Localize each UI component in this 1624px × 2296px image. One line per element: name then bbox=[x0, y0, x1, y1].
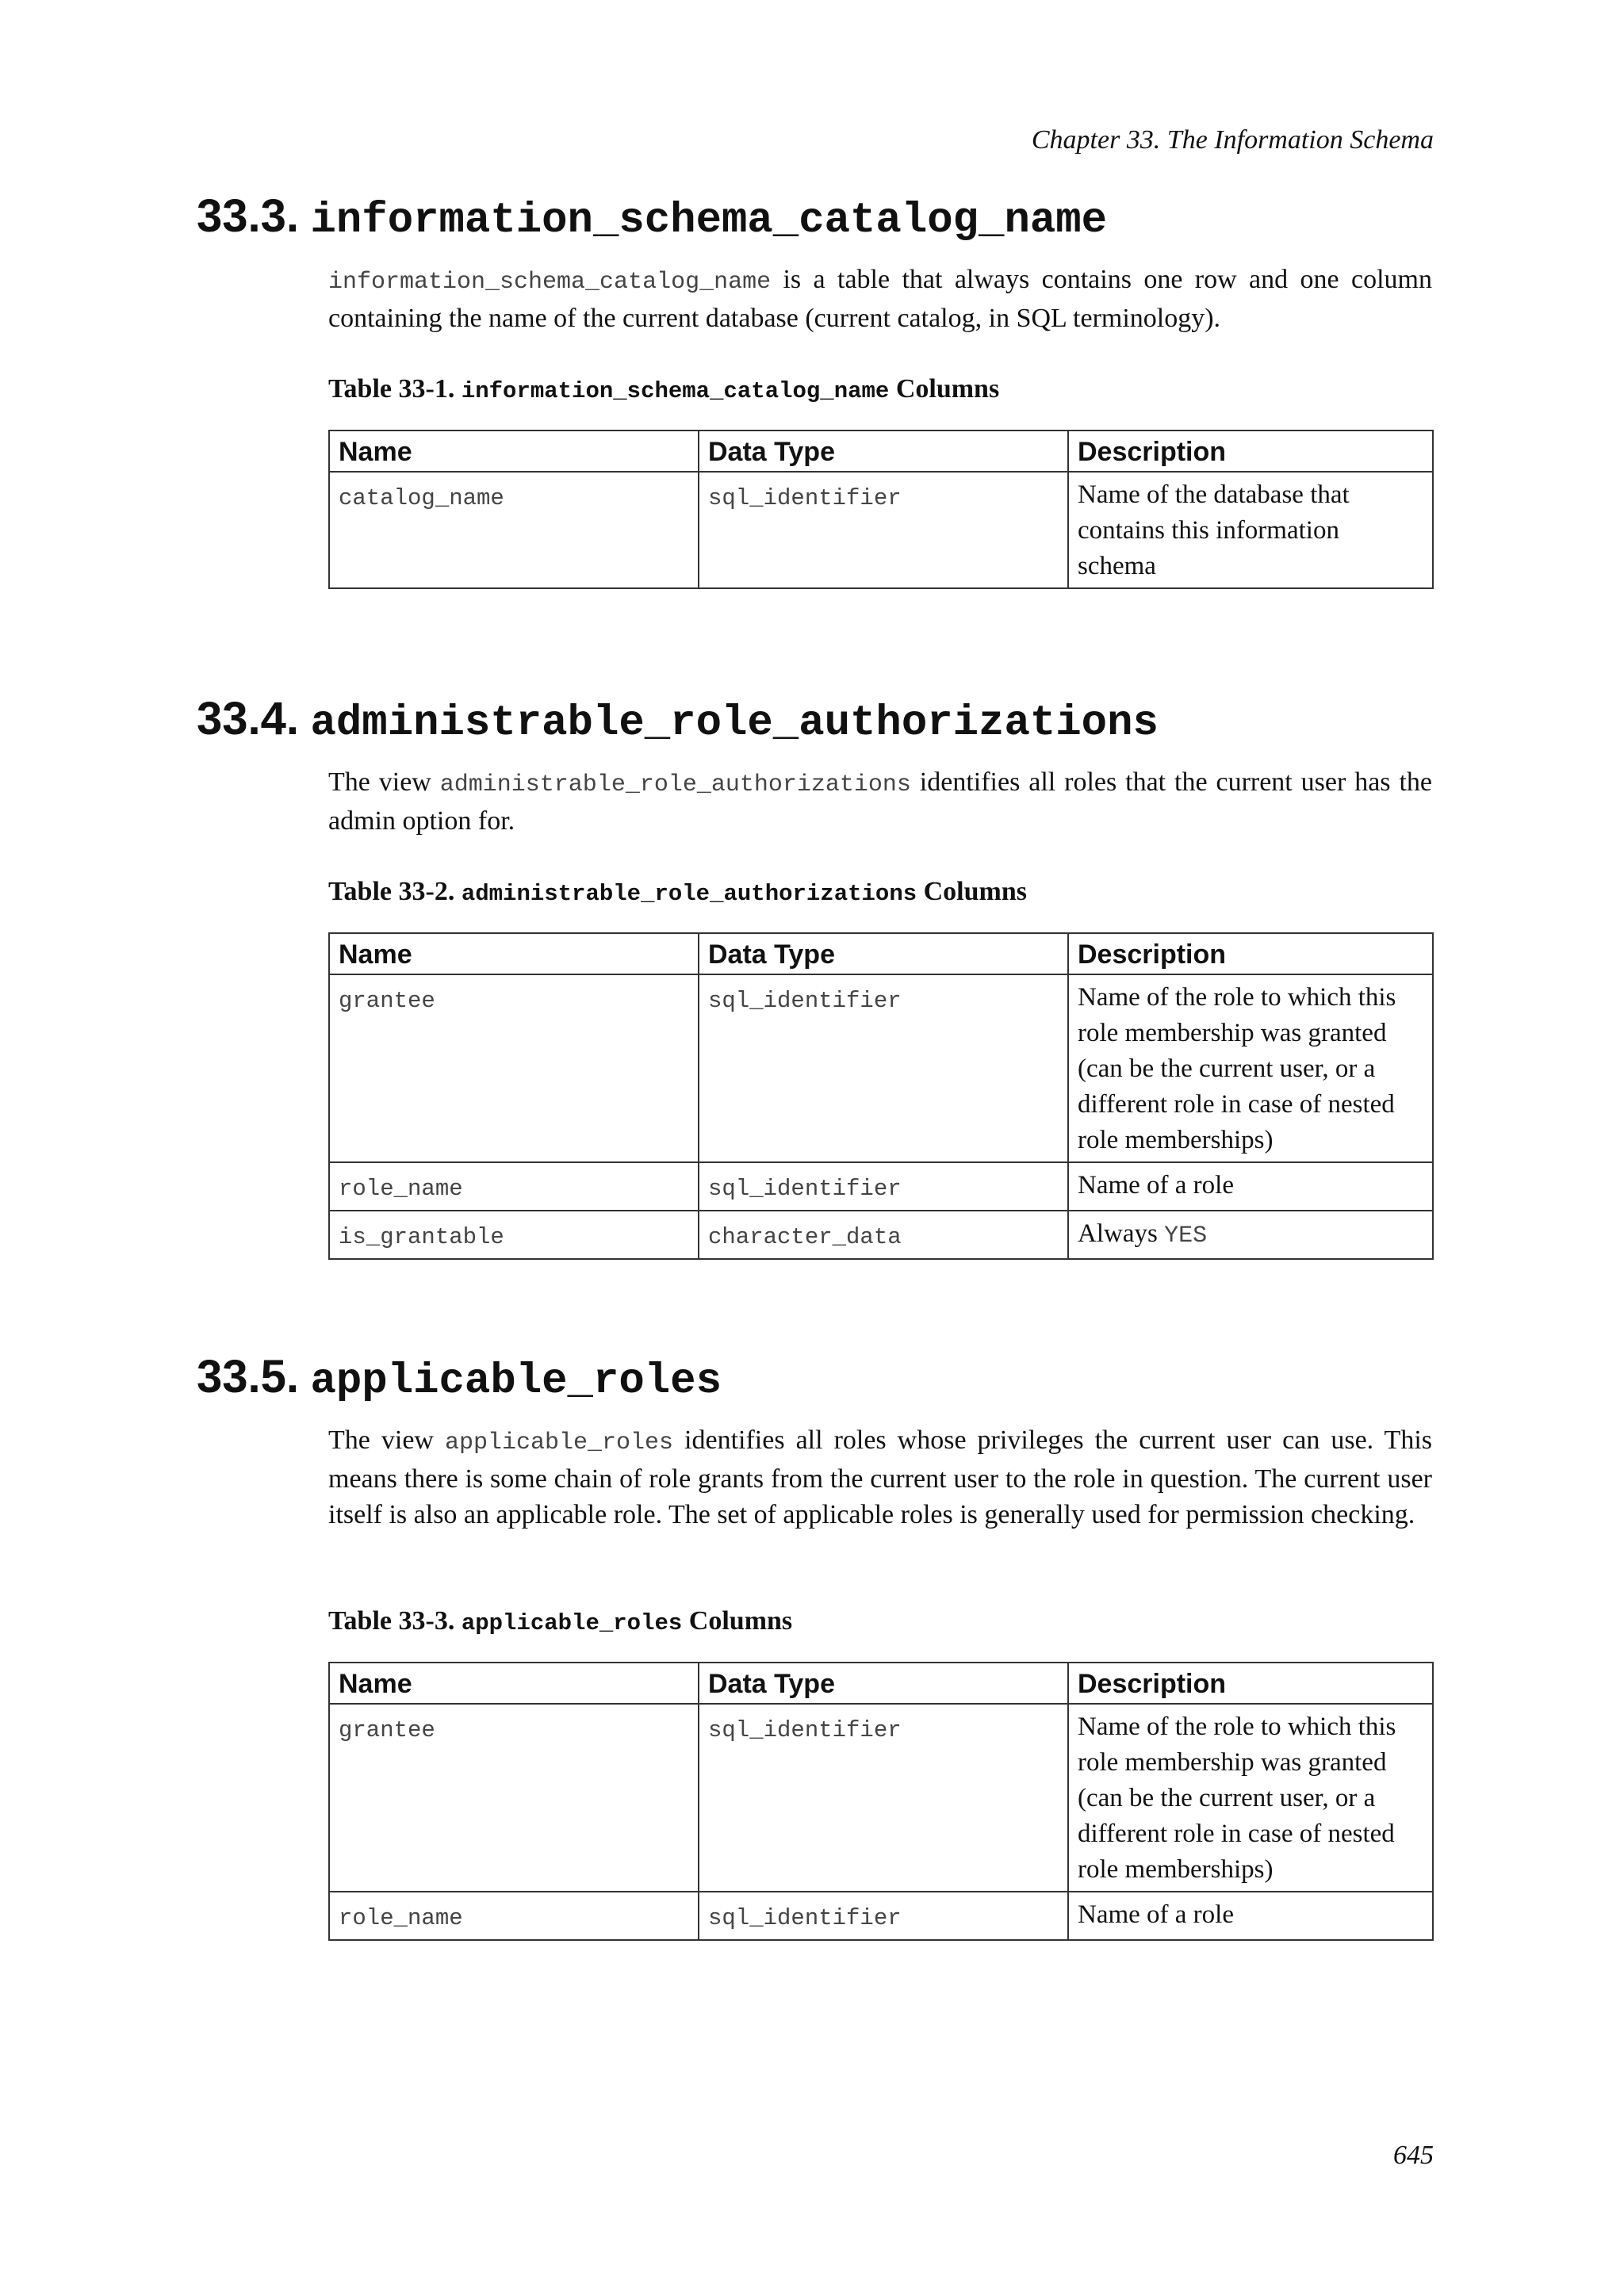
header-description: Description bbox=[1068, 933, 1433, 974]
cell-name: grantee bbox=[329, 1704, 699, 1892]
intro-prefix: The view bbox=[328, 767, 440, 797]
section-number: 33.4. bbox=[197, 693, 299, 744]
table-row bbox=[329, 1211, 1433, 1259]
cell-description: Name of the role to which this role membership was granted (can be the current user, or a different role in case of nested role memberships) bbox=[1068, 1704, 1433, 1892]
table-caption-33-1 bbox=[328, 374, 999, 404]
description-prefix: Always bbox=[1078, 1219, 1165, 1248]
header-data-type: Data Type bbox=[699, 933, 1068, 974]
intro-text: is a table that always contains one row and one column containing the name of the current database (current catalog, in SQL terminology). bbox=[328, 265, 1432, 333]
cell-type: sql_identifier bbox=[699, 1162, 1068, 1211]
caption-label: Table 33-3. bbox=[328, 1606, 455, 1636]
cell-type: sql_identifier bbox=[699, 1892, 1068, 1940]
cell-description: Name of a role bbox=[1068, 1162, 1433, 1211]
caption-suffix: Columns bbox=[923, 877, 1027, 906]
columns-table-33-3 bbox=[328, 1662, 1434, 1941]
cell-name: grantee bbox=[329, 974, 699, 1162]
section-title-33-4 bbox=[197, 691, 1159, 752]
header-description: Description bbox=[1068, 430, 1433, 472]
header-name: Name bbox=[329, 430, 699, 472]
table-caption-33-3 bbox=[328, 1606, 792, 1636]
table-row bbox=[329, 1892, 1433, 1940]
columns-table-33-1 bbox=[328, 430, 1434, 589]
section-number: 33.3. bbox=[197, 190, 299, 242]
table-row bbox=[329, 472, 1433, 588]
section-name: information_schema_catalog_name bbox=[310, 197, 1108, 245]
running-header: Chapter 33. The Information Schema bbox=[1031, 125, 1434, 155]
cell-type: sql_identifier bbox=[699, 1704, 1068, 1892]
inline-code: administrable_role_authorizations bbox=[439, 771, 911, 798]
section-intro-33-3 bbox=[328, 262, 1432, 336]
intro-prefix: The view bbox=[328, 1425, 445, 1455]
cell-description bbox=[1068, 1211, 1433, 1259]
caption-code: administrable_role_authorizations bbox=[461, 881, 917, 907]
caption-suffix: Columns bbox=[688, 1606, 793, 1636]
section-number: 33.5. bbox=[197, 1351, 299, 1402]
cell-description: Name of the role to which this role membership was granted (can be the current user, or a different role in case of nested role memberships) bbox=[1068, 974, 1433, 1162]
columns-table-33-2 bbox=[328, 932, 1434, 1260]
intro-text: identifies all roles that the current user has the admin option for. bbox=[328, 767, 1432, 836]
caption-label: Table 33-2. bbox=[328, 877, 455, 906]
table-header-row bbox=[329, 430, 1433, 472]
inline-code: applicable_roles bbox=[444, 1429, 674, 1456]
header-data-type: Data Type bbox=[699, 430, 1068, 472]
cell-name: role_name bbox=[329, 1162, 699, 1211]
intro-text: identifies all roles whose privileges the current user can use. This means there is some chain of role grants from the current user to the role in question. The current user itself is also an applicable role. The set of applicable roles is generally used for permission checking. bbox=[328, 1425, 1432, 1529]
caption-code: information_schema_catalog_name bbox=[461, 378, 890, 404]
table-header-row bbox=[329, 933, 1433, 974]
section-intro-33-5 bbox=[328, 1422, 1432, 1533]
cell-type: sql_identifier bbox=[699, 472, 1068, 588]
cell-name: is_grantable bbox=[329, 1211, 699, 1259]
section-name: applicable_roles bbox=[310, 1357, 722, 1406]
table-row bbox=[329, 1704, 1433, 1892]
header-name: Name bbox=[329, 933, 699, 974]
caption-code: applicable_roles bbox=[461, 1610, 683, 1636]
section-title-33-3 bbox=[197, 189, 1107, 249]
section-title-33-5 bbox=[197, 1349, 722, 1410]
cell-type: character_data bbox=[699, 1211, 1068, 1259]
inline-code: information_schema_catalog_name bbox=[328, 269, 772, 296]
inline-code: YES bbox=[1164, 1223, 1208, 1249]
cell-name: role_name bbox=[329, 1892, 699, 1940]
caption-suffix: Columns bbox=[895, 374, 1000, 404]
table-row bbox=[329, 974, 1433, 1162]
section-intro-33-4 bbox=[328, 764, 1432, 839]
table-row bbox=[329, 1162, 1433, 1211]
page-number: 645 bbox=[1393, 2141, 1434, 2170]
cell-name: catalog_name bbox=[329, 472, 699, 588]
table-caption-33-2 bbox=[328, 877, 1027, 907]
header-description: Description bbox=[1068, 1663, 1433, 1704]
section-name: administrable_role_authorizations bbox=[310, 699, 1159, 748]
cell-type: sql_identifier bbox=[699, 974, 1068, 1162]
caption-label: Table 33-1. bbox=[328, 374, 455, 404]
cell-description: Name of a role bbox=[1068, 1892, 1433, 1940]
cell-description: Name of the database that contains this information schema bbox=[1068, 472, 1433, 588]
header-data-type: Data Type bbox=[699, 1663, 1068, 1704]
table-header-row bbox=[329, 1663, 1433, 1704]
header-name: Name bbox=[329, 1663, 699, 1704]
